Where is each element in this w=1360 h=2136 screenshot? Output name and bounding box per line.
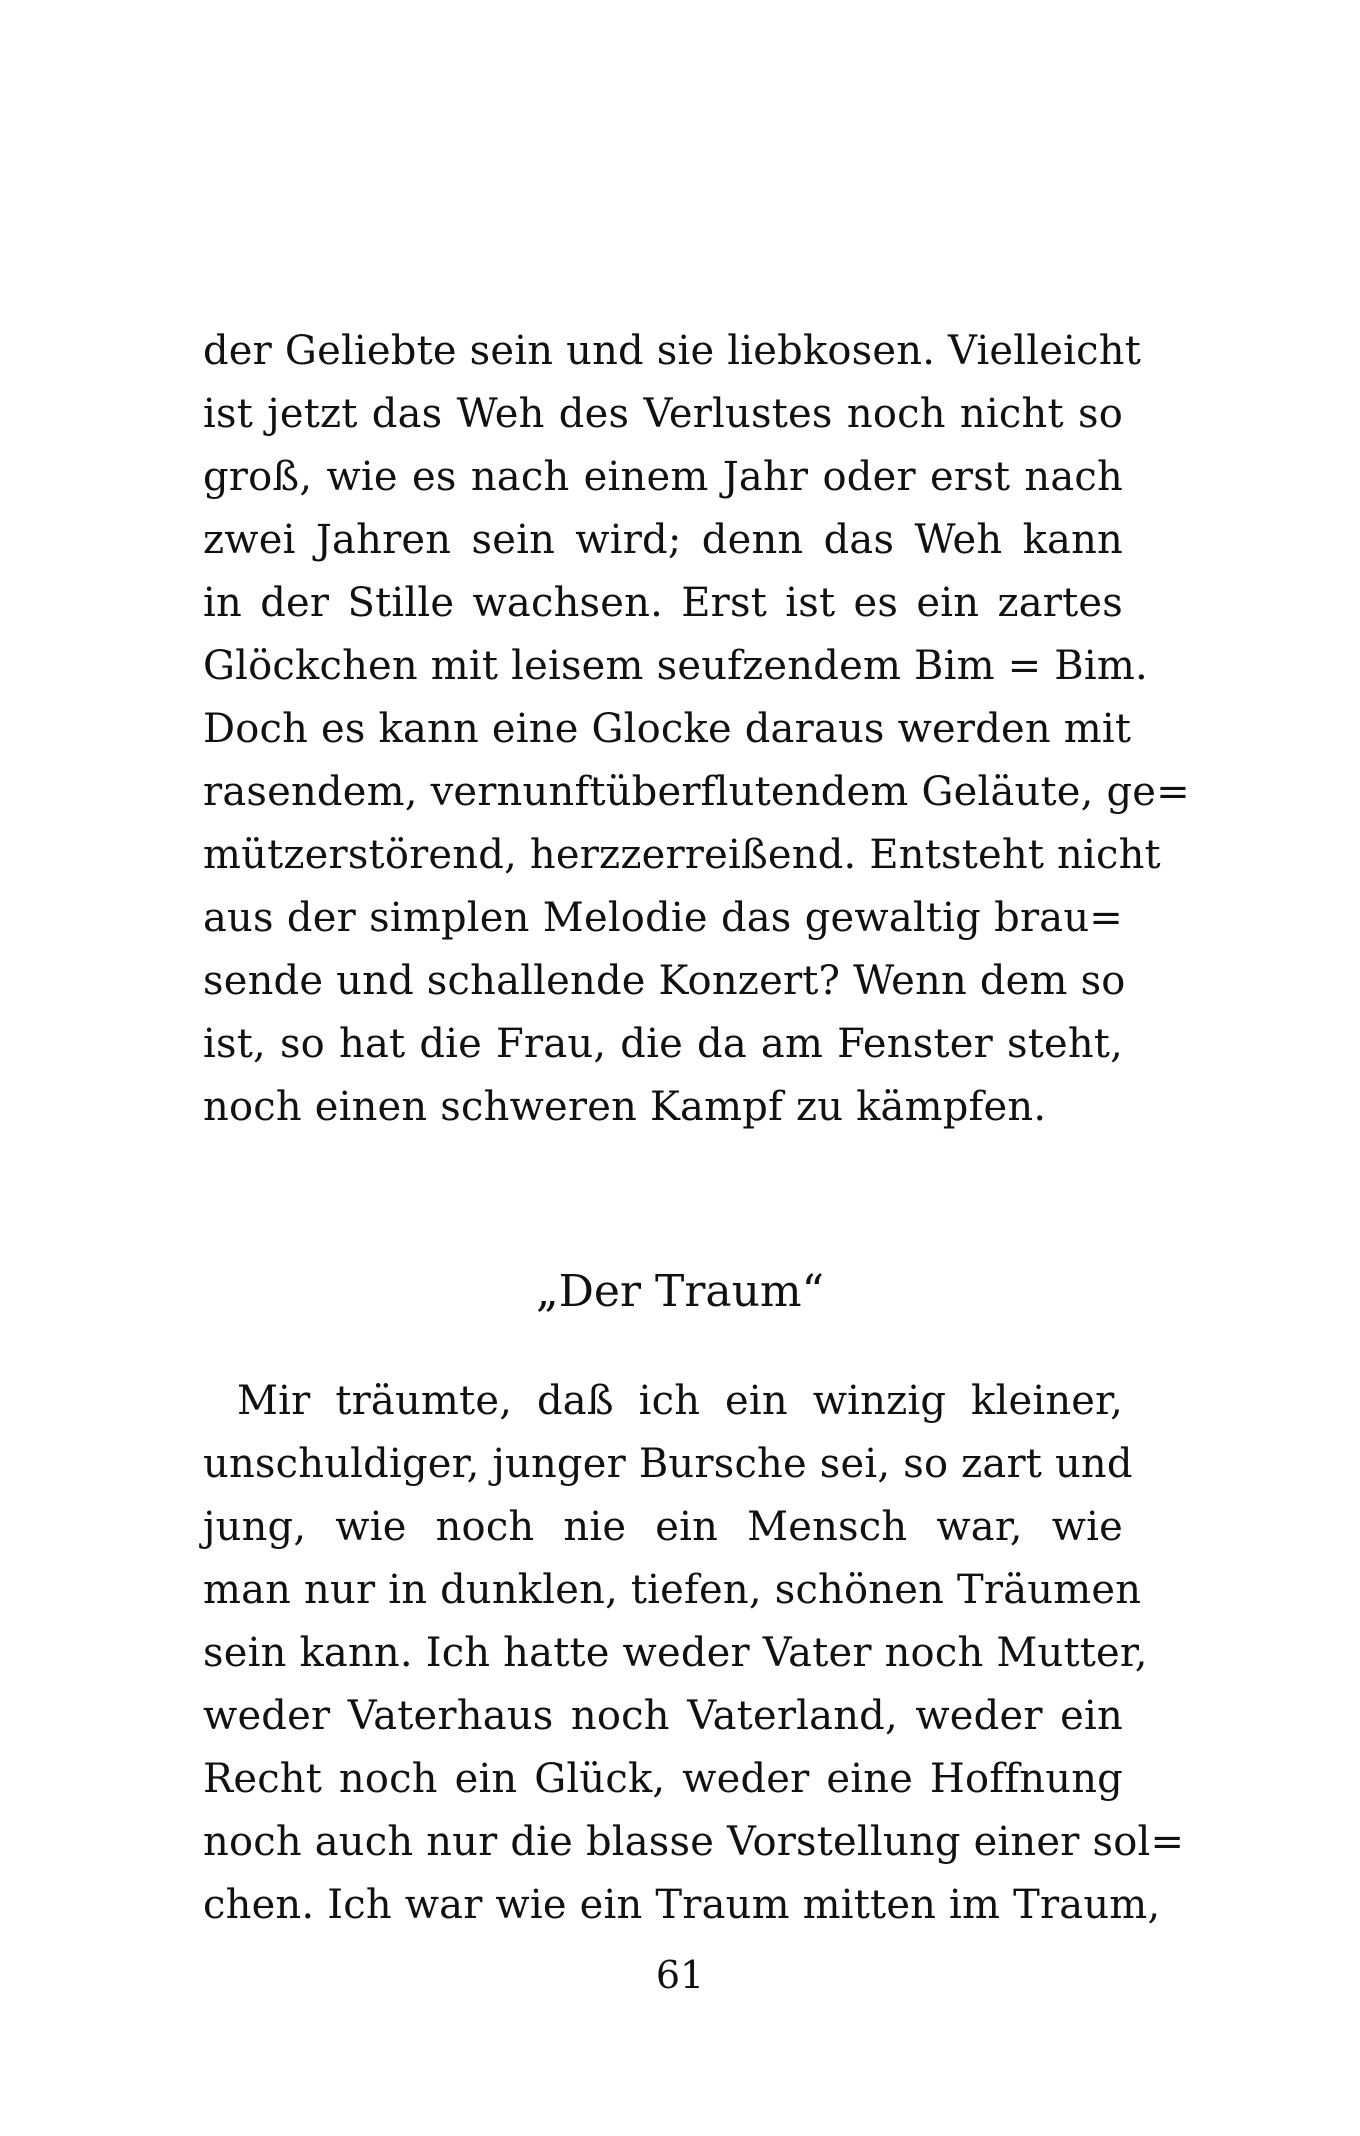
paragraph-2 [203,1370,1185,1937]
text-line: Glöckchen mit leisem seufzendem Bim = Bim. [203,643,1148,689]
text-line: sein kann. Ich hatte weder Vater noch Mutter, [203,1630,1148,1676]
text-line: mützerstörend, herzzerreißend. Entsteht nicht [203,832,1161,878]
text-line: aus der simplen Melodie das gewaltig brau= [203,895,1123,941]
text-line: Mir träumte, daß ich ein winzig kleiner, [237,1378,1123,1424]
text-line: Recht noch ein Glück, weder eine Hoffnung [203,1756,1123,1802]
text-line: ist, so hat die Frau, die da am Fenster steht, [203,1021,1123,1067]
text-line: unschuldiger, junger Bursche sei, so zart und [203,1441,1133,1487]
page-number: 61 [655,1953,705,1997]
text-line: rasendem, vernunftüberflutendem Geläute, ge= [203,769,1190,815]
text-line: zwei Jahren sein wird; denn das Weh kann [203,517,1123,563]
text-line: groß, wie es nach einem Jahr oder erst nach [203,454,1123,500]
text-line: weder Vaterhaus noch Vaterland, weder ein [203,1693,1123,1739]
text-line: man nur in dunklen, tiefen, schönen Träumen [203,1567,1142,1613]
text-line: jung, wie noch nie ein Mensch war, wie [203,1504,1123,1550]
text-line: noch auch nur die blasse Vorstellung einer sol= [203,1819,1185,1865]
text-line: noch einen schweren Kampf zu kämpfen. [203,1084,1047,1130]
text-line: sende und schallende Konzert? Wenn dem so [203,958,1126,1004]
section-heading: „Der Traum“ [535,1266,825,1317]
paragraph-1 [203,320,1190,1139]
text-line: ist jetzt das Weh des Verlustes noch nicht so [203,391,1123,437]
text-line: in der Stille wachsen. Erst ist es ein zartes [203,580,1123,626]
text-line: chen. Ich war wie ein Traum mitten im Traum, [203,1882,1161,1928]
text-line: Doch es kann eine Glocke daraus werden mit [203,706,1132,752]
text-line: der Geliebte sein und sie liebkosen. Vielleicht [203,328,1141,374]
